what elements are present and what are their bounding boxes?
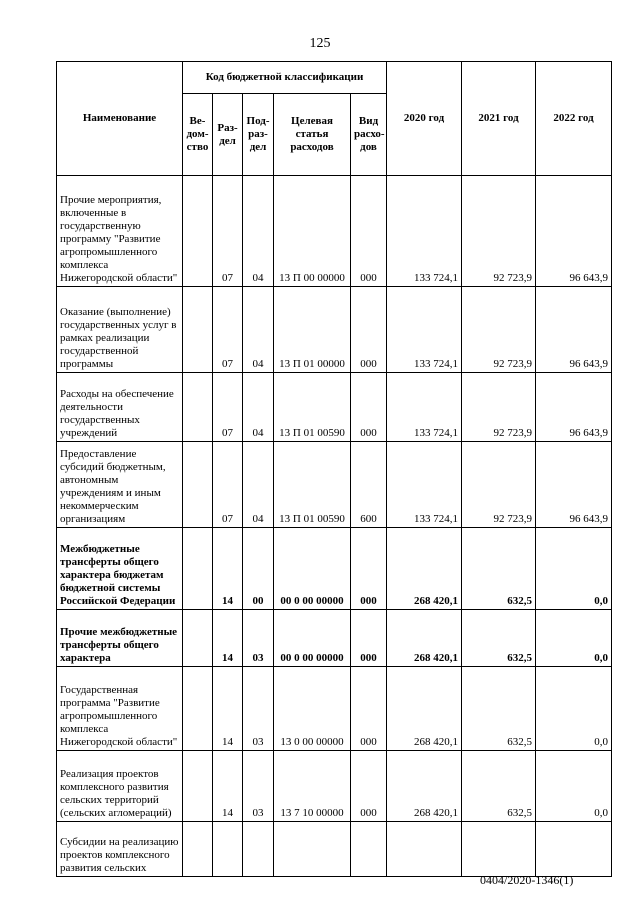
page-number: 125	[309, 36, 331, 51]
table-row	[57, 176, 612, 287]
table-row	[57, 667, 612, 751]
cell-y2022: 96 643,9	[536, 373, 612, 442]
cell-podrazdel: 04	[243, 442, 274, 528]
header-year-2022: 2022 год	[536, 62, 612, 176]
cell-razdel	[213, 822, 243, 877]
cell-y2022: 0,0	[536, 751, 612, 822]
cell-podrazdel: 03	[243, 610, 274, 667]
cell-vid	[351, 822, 387, 877]
cell-vid: 600	[351, 442, 387, 528]
cell-name: Прочие межбюджетные трансферты общего характера	[57, 610, 183, 667]
cell-name: Государственная программа "Развитие агропромышленного комплекса Нижегородской области"	[57, 667, 183, 751]
header-year-2020: 2020 год	[387, 62, 462, 176]
cell-razdel: 14	[213, 751, 243, 822]
cell-podrazdel: 04	[243, 287, 274, 373]
cell-y2021	[462, 822, 536, 877]
cell-y2020: 268 420,1	[387, 528, 462, 610]
cell-y2020: 268 420,1	[387, 667, 462, 751]
cell-vid: 000	[351, 610, 387, 667]
table-row	[57, 528, 612, 610]
cell-podrazdel: 00	[243, 528, 274, 610]
cell-y2020: 133 724,1	[387, 287, 462, 373]
cell-razdel: 07	[213, 176, 243, 287]
cell-razdel: 14	[213, 667, 243, 751]
cell-razdel: 07	[213, 442, 243, 528]
budget-table	[56, 61, 612, 877]
header-budget-classification: Код бюджетной классификации	[183, 62, 387, 94]
cell-y2020: 268 420,1	[387, 610, 462, 667]
cell-y2020: 133 724,1	[387, 373, 462, 442]
cell-vid: 000	[351, 667, 387, 751]
table-row	[57, 442, 612, 528]
cell-vid: 000	[351, 287, 387, 373]
cell-y2021: 632,5	[462, 528, 536, 610]
cell-y2022: 96 643,9	[536, 442, 612, 528]
cell-y2020	[387, 822, 462, 877]
header-vid-rashodov: Вид расхо- дов	[351, 94, 387, 176]
cell-y2022: 96 643,9	[536, 176, 612, 287]
cell-y2021: 92 723,9	[462, 176, 536, 287]
cell-y2022: 0,0	[536, 667, 612, 751]
cell-podrazdel: 03	[243, 751, 274, 822]
cell-cel: 13 П 01 00000	[274, 287, 351, 373]
cell-podrazdel: 04	[243, 176, 274, 287]
cell-name: Оказание (выполнение) государственных услуг в рамках реализации государственной программы	[57, 287, 183, 373]
table-row	[57, 822, 612, 877]
table-row	[57, 287, 612, 373]
header-year-2021: 2021 год	[462, 62, 536, 176]
cell-ved	[183, 822, 213, 877]
cell-ved	[183, 373, 213, 442]
table-row	[57, 610, 612, 667]
cell-y2021: 92 723,9	[462, 373, 536, 442]
cell-ved	[183, 287, 213, 373]
cell-name: Прочие мероприятия, включенные в государственную программу "Развитие агропромышленного комплекса Нижегородской области"	[57, 176, 183, 287]
header-celevaya-statya: Целевая статья расходов	[274, 94, 351, 176]
cell-cel: 13 0 00 00000	[274, 667, 351, 751]
table-row	[57, 751, 612, 822]
cell-vid: 000	[351, 373, 387, 442]
cell-cel: 13 7 10 00000	[274, 751, 351, 822]
cell-cel: 13 П 00 00000	[274, 176, 351, 287]
cell-ved	[183, 751, 213, 822]
cell-y2022: 0,0	[536, 610, 612, 667]
table-row	[57, 373, 612, 442]
cell-name: Расходы на обеспечение деятельности государственных учреждений	[57, 373, 183, 442]
cell-y2020: 268 420,1	[387, 751, 462, 822]
header-vedomstvo: Ве- дом- ство	[183, 94, 213, 176]
cell-y2022: 96 643,9	[536, 287, 612, 373]
cell-ved	[183, 667, 213, 751]
cell-y2021: 632,5	[462, 667, 536, 751]
cell-vid: 000	[351, 751, 387, 822]
cell-y2021: 92 723,9	[462, 287, 536, 373]
cell-cel	[274, 822, 351, 877]
cell-ved	[183, 610, 213, 667]
cell-y2020: 133 724,1	[387, 176, 462, 287]
cell-y2022	[536, 822, 612, 877]
cell-razdel: 07	[213, 287, 243, 373]
cell-name: Субсидии на реализацию проектов комплексного развития сельских	[57, 822, 183, 877]
header-razdel: Раз- дел	[213, 94, 243, 176]
cell-y2021: 632,5	[462, 610, 536, 667]
cell-vid: 000	[351, 528, 387, 610]
document-code: 0404/2020-1346(1)	[480, 873, 574, 887]
cell-cel: 13 П 01 00590	[274, 373, 351, 442]
cell-name: Реализация проектов комплексного развития сельских территорий (сельских агломераций)	[57, 751, 183, 822]
cell-podrazdel	[243, 822, 274, 877]
cell-razdel: 14	[213, 610, 243, 667]
cell-y2021: 92 723,9	[462, 442, 536, 528]
cell-name: Предоставление субсидий бюджетным, автономным учреждениям и иным некоммерческим организациям	[57, 442, 183, 528]
cell-cel: 13 П 01 00590	[274, 442, 351, 528]
cell-ved	[183, 528, 213, 610]
cell-y2022: 0,0	[536, 528, 612, 610]
cell-podrazdel: 04	[243, 373, 274, 442]
cell-ved	[183, 176, 213, 287]
cell-cel: 00 0 00 00000	[274, 528, 351, 610]
cell-name: Межбюджетные трансферты общего характера бюджетам бюджетной системы Российской Федерации	[57, 528, 183, 610]
cell-y2020: 133 724,1	[387, 442, 462, 528]
cell-y2021: 632,5	[462, 751, 536, 822]
table-body	[57, 176, 612, 877]
cell-razdel: 07	[213, 373, 243, 442]
cell-podrazdel: 03	[243, 667, 274, 751]
cell-ved	[183, 442, 213, 528]
cell-cel: 00 0 00 00000	[274, 610, 351, 667]
header-podrazdel: Под- раз- дел	[243, 94, 274, 176]
header-name: Наименование	[57, 62, 183, 176]
cell-razdel: 14	[213, 528, 243, 610]
cell-vid: 000	[351, 176, 387, 287]
